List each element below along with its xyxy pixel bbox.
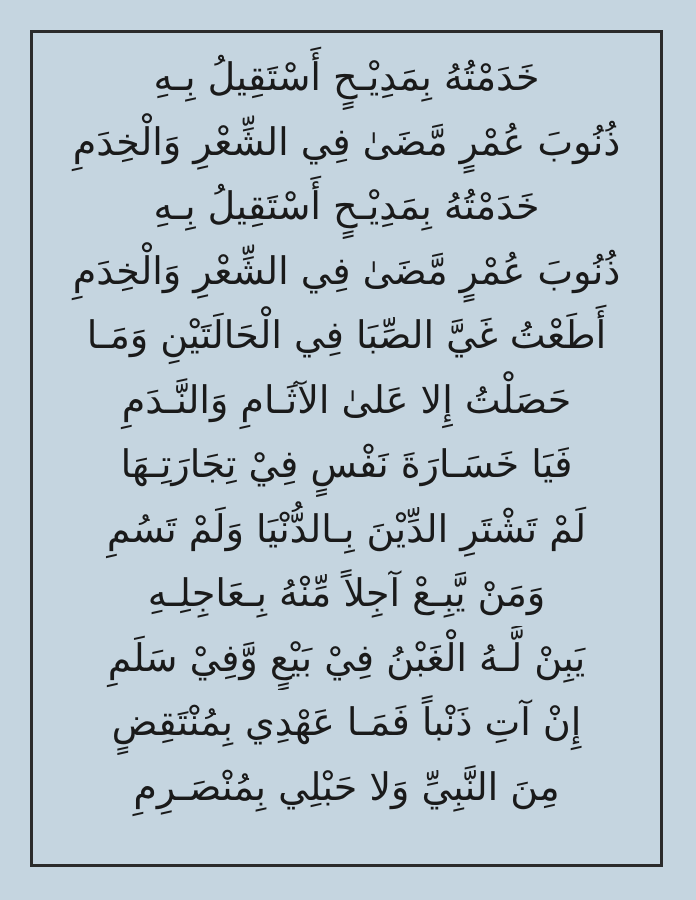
verse-11: إِنْ آتِ ذَنْباً فَمَـا عَهْدِي بِمُنْتَقِضٍ <box>111 700 582 744</box>
verse-10: يَبِنْ لَّـهُ الْغَبْنُ فِيْ بَيْعٍ وَّفِيْ سَلَمِ <box>107 635 586 680</box>
verse-9: وَمَنْ يَّبِـعْ آجِلاً مِّنْهُ بِـعَاجِلِـهِ <box>147 571 546 615</box>
verse-5: أَطَعْتُ غَيَّ الصِّبَا فِي الْحَالَتَيْنِ وَمَـا <box>86 313 607 357</box>
verse-8: لَمْ تَشْتَرِ الدِّيْنَ بِـالدُّنْيَا وَلَمْ تَسُمِ <box>106 506 587 551</box>
verse-2: ذُنُوبَ عُمْرٍ مَّضَىٰ فِي الشِّعْرِ وَالْخِدَمِ <box>72 119 621 164</box>
verse-7: فَيَا خَسَـارَةَ نَفْسٍ فِيْ تِجَارَتِـهَا <box>120 442 573 486</box>
poem-text <box>33 45 660 819</box>
verse-6: حَصَلْتُ إِلا عَلىٰ الآثَـامِ وَالنَّـدَمِ <box>121 377 572 422</box>
verse-4: ذُنُوبَ عُمْرٍ مَّضَىٰ فِي الشِّعْرِ وَالْخِدَمِ <box>72 248 621 293</box>
verse-12: مِنَ النَّبِيِّ وَلا حَبْلِي بِمُنْصَـرِمِ <box>133 764 560 809</box>
verse-3: خَدَمْتُهُ بِمَدِيْـحٍ أَسْتَقِيلُ بِـهِ <box>153 184 540 228</box>
poem-frame <box>30 30 663 867</box>
verse-1: خَدَمْتُهُ بِمَدِيْـحٍ أَسْتَقِيلُ بِـهِ <box>153 55 540 99</box>
